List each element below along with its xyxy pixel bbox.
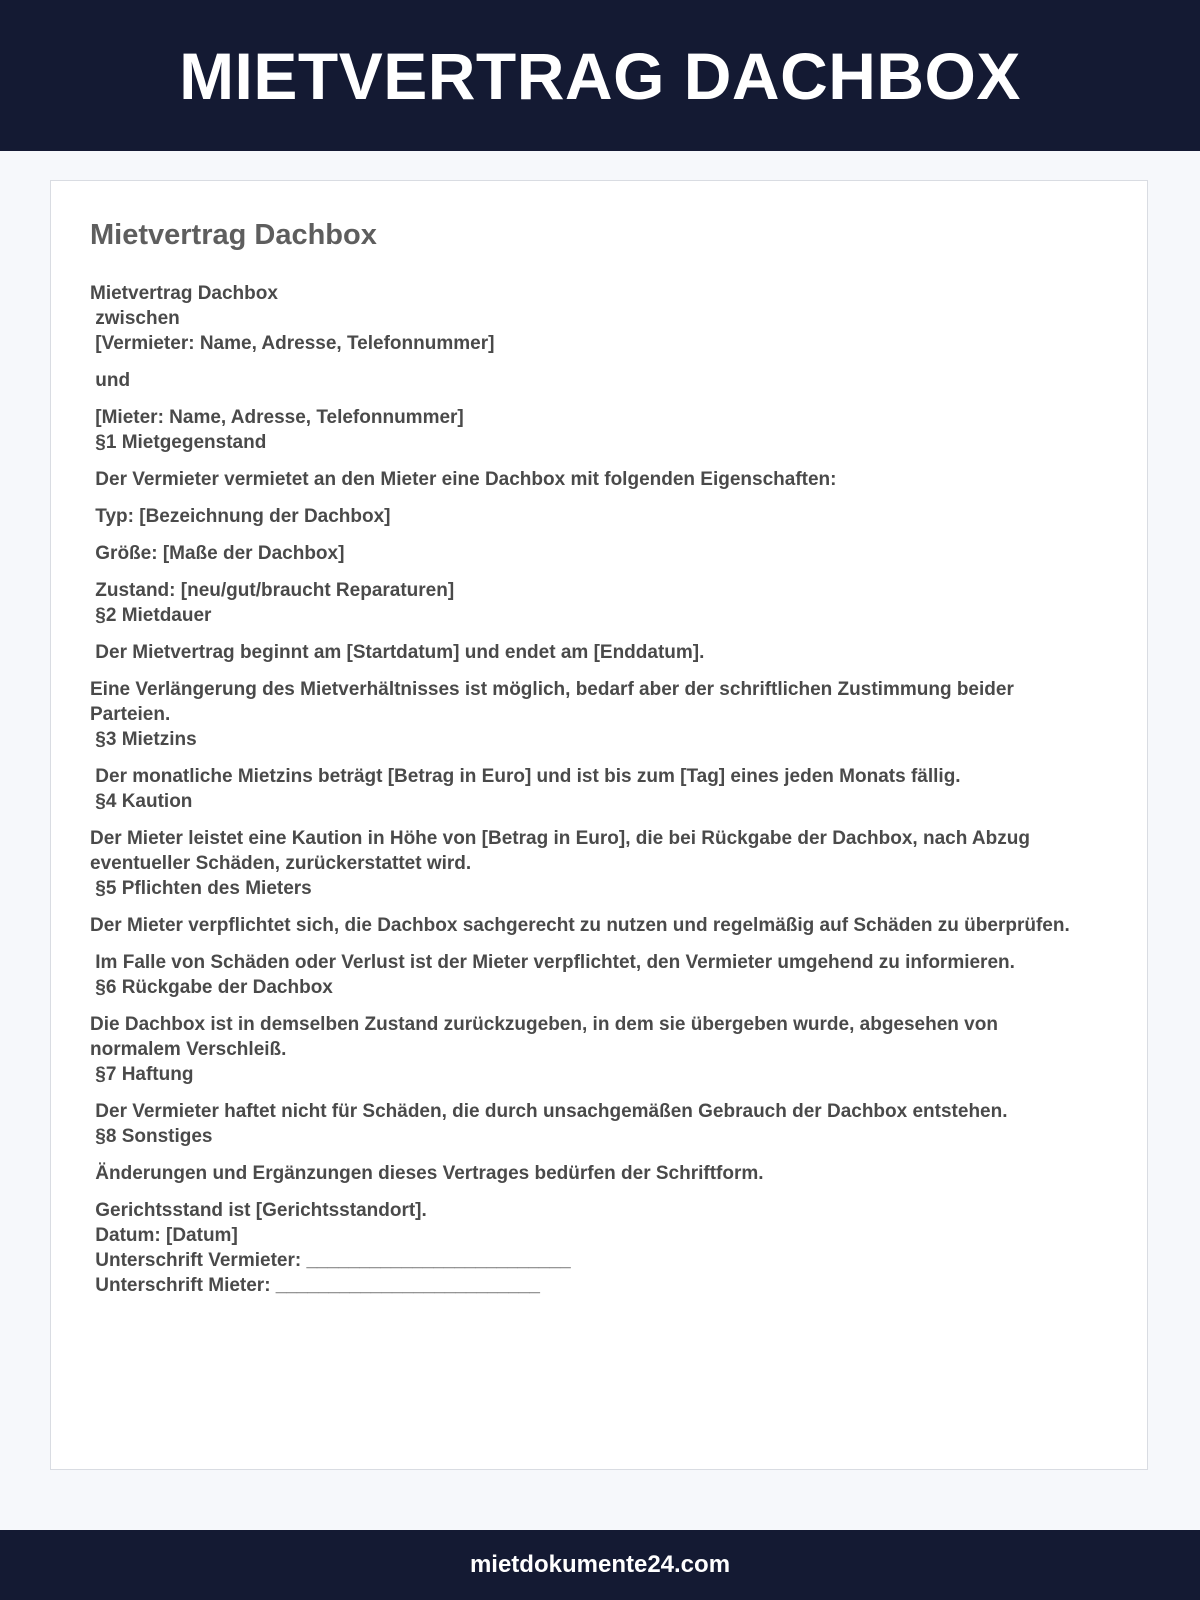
document-line: Änderungen und Ergänzungen dieses Vertrages bedürfen der Schriftform. [90,1163,764,1184]
document-line: Der Vermieter haftet nicht für Schäden, die durch unsachgemäßen Gebrauch der Dachbox entstehen. [90,1101,1008,1122]
document-line: Unterschrift Mieter: _________________________ [90,1275,540,1296]
page-footer [0,1530,1200,1600]
document-line: Mietvertrag Dachbox [90,283,278,304]
document-line: zwischen [90,308,180,329]
document-line: Der Vermieter vermietet an den Mieter eine Dachbox mit folgenden Eigenschaften: [90,469,837,490]
document-line: §6 Rückgabe der Dachbox [90,977,333,998]
footer-site: mietdokumente24.com [469,1551,731,1578]
document-line: und [90,370,131,391]
document-title: Mietvertrag Dachbox [90,219,377,251]
document-line: Unterschrift Vermieter: _________________________ [90,1250,571,1271]
header-title: MIETVERTRAG DACHBOX [179,38,1021,113]
page-header [0,0,1200,151]
document-line: Der monatliche Mietzins beträgt [Betrag in Euro] und ist bis zum [Tag] eines jeden Monats fällig. [90,766,961,787]
document-line: Datum: [Datum] [90,1225,238,1246]
document-line: Die Dachbox ist in demselben Zustand zurückzugeben, in dem sie übergeben wurde, abgesehen von normalem Verschleiß. [90,1014,1004,1060]
document-line: §5 Pflichten des Mieters [90,878,312,899]
document-line: [Vermieter: Name, Adresse, Telefonnummer] [90,333,495,354]
document-line: Eine Verlängerung des Mietverhältnisses ist möglich, bedarf aber der schriftlichen Zustimmung beider Parteien. [90,679,1020,725]
document-line: §4 Kaution [90,791,193,812]
document-line: Größe: [Maße der Dachbox] [90,543,345,564]
document-line: §8 Sonstiges [90,1126,213,1147]
document-card [50,180,1148,1470]
document-line: Der Mieter leistet eine Kaution in Höhe von [Betrag in Euro], die bei Rückgabe der Dachbox, nach Abzug eventueller Schäden, zurückerstattet wird. [90,828,1036,874]
document-line: Typ: [Bezeichnung der Dachbox] [90,506,391,527]
document-line: §2 Mietdauer [90,605,212,626]
document-line: Zustand: [neu/gut/braucht Reparaturen] [90,580,455,601]
document-line: Im Falle von Schäden oder Verlust ist der Mieter verpflichtet, den Vermieter umgehend zu informieren. [90,952,1015,973]
document-line: Gerichtsstand ist [Gerichtsstandort]. [90,1200,427,1221]
document-line: §7 Haftung [90,1064,194,1085]
document-line: Der Mietvertrag beginnt am [Startdatum] und endet am [Enddatum]. [90,642,705,663]
document-line: §3 Mietzins [90,729,197,750]
document-line: [Mieter: Name, Adresse, Telefonnummer] [90,407,464,428]
document-body [90,281,1090,1298]
document-line: Der Mieter verpflichtet sich, die Dachbox sachgerecht zu nutzen und regelmäßig auf Schäden zu überprüfen. [90,915,1070,936]
document-line: §1 Mietgegenstand [90,432,267,453]
